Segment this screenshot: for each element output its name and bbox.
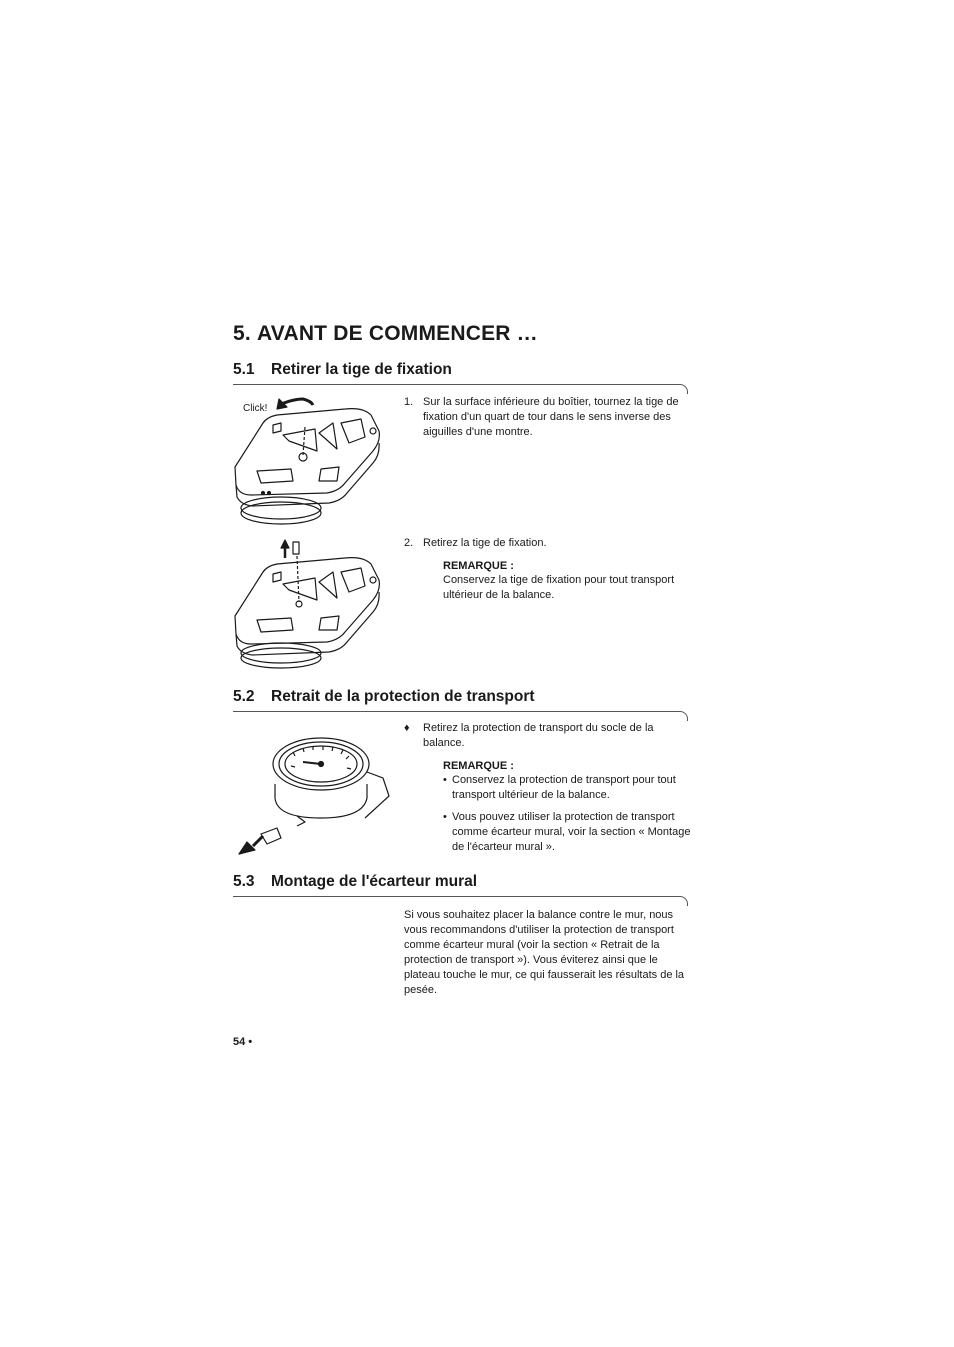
chapter-title-text: AVANT DE COMMENCER … <box>257 322 538 345</box>
chapter-title <box>233 322 538 346</box>
scale-dial-illustration <box>233 722 393 862</box>
figure-transport-protection <box>233 722 393 862</box>
step-1-text: Sur la surface inférieure du boîtier, tournez la tige de fixation d'un quart de tour dans le sens inverse des aiguilles d'une montre. <box>423 396 679 438</box>
section-5-2-rule <box>233 711 688 721</box>
note-5-2-item-text: Conservez la protection de transport pour tout transport ultérieur de la balance. <box>452 774 676 801</box>
step-5-2-text: Retirez la protection de transport du socle de la balance. <box>423 722 654 749</box>
section-5-1-number: 5.1 <box>233 361 255 378</box>
section-5-3-heading <box>233 873 477 891</box>
section-5-3-number: 5.3 <box>233 873 255 890</box>
chapter-number: 5. <box>233 322 251 345</box>
step-2-text: Retirez la tige de fixation. <box>423 537 547 549</box>
note-5-1-text: Conservez la tige de fixation pour tout transport ultérieur de la balance. <box>443 574 675 601</box>
note-5-2-item: • Conservez la protection de transport pour tout transport ultérieur de la balance. <box>443 774 676 801</box>
pull-arrow-icon <box>253 836 263 846</box>
section-5-2-heading <box>233 688 535 706</box>
page-number: 54 • <box>233 1036 253 1048</box>
section-5-1-rule <box>233 384 688 394</box>
note-5-1-title: REMARQUE : <box>443 560 514 572</box>
section-5-2-title: Retrait de la protection de transport <box>271 688 535 705</box>
section-5-3-text: Si vous souhaitez placer la balance contre le mur, nous vous recommandons d'utiliser la protection de transport comme écarteur mural (voir la section « Retrait de la protection de transport »). Vous éviterez ainsi que le plateau touche le mur, ce qui fausserait les résultats de la pesée. <box>404 909 685 996</box>
click-label: Click! <box>243 403 268 414</box>
figure-rotate-rod <box>233 395 393 530</box>
note-5-2-item: • Vous pouvez utiliser la protection de transport comme écarteur mural, voir la section « Montage de l'écarteur mural ». <box>443 811 691 853</box>
step-1 <box>404 395 688 440</box>
step-2-number: 2. <box>404 537 414 549</box>
section-5-3-title: Montage de l'écarteur mural <box>271 873 478 890</box>
figure-remove-rod <box>233 538 393 673</box>
section-5-2-number: 5.2 <box>233 688 255 705</box>
step-5-2 <box>404 721 688 751</box>
note-5-1 <box>443 559 693 603</box>
note-5-2-item-text: Vous pouvez utiliser la protection de transport comme écarteur mural, voir la section « Montage de l'écarteur mural ». <box>452 811 691 853</box>
scale-underside-illustration-2 <box>233 538 393 673</box>
section-5-1-heading <box>233 361 452 379</box>
section-5-3-rule <box>233 896 688 906</box>
section-5-1-title: Retirer la tige de fixation <box>271 361 452 378</box>
note-5-2 <box>443 759 693 855</box>
step-2 <box>404 536 688 551</box>
note-5-2-title: REMARQUE : <box>443 760 514 772</box>
step-5-2-bullet: ♦ <box>404 722 410 734</box>
step-1-number: 1. <box>404 396 414 408</box>
